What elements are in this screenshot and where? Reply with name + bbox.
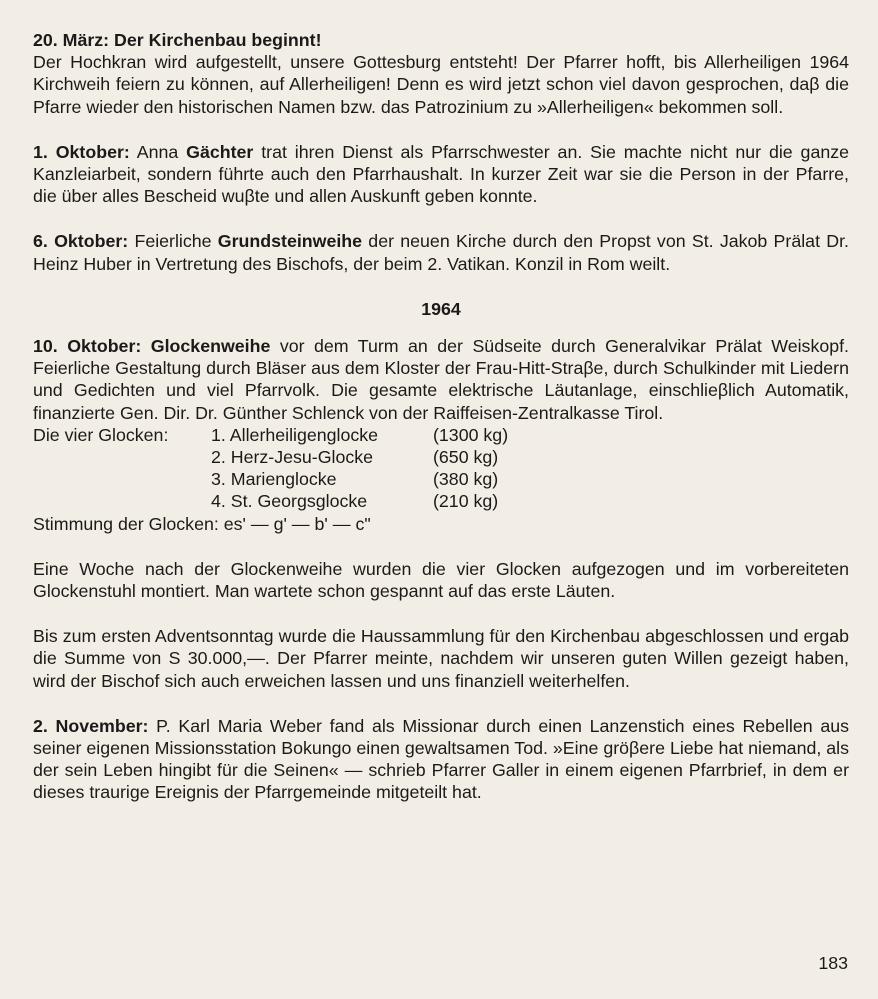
page-number: 183 <box>818 953 848 973</box>
bell-weight: (210 kg) <box>433 491 499 512</box>
bell-row <box>33 446 849 468</box>
bell-name: 1. Allerheiligenglocke <box>211 424 379 445</box>
entry-text: P. Karl Maria Weber fand als Missionar durch einen Lanzenstich eines Rebellen aus seiner eigenen Missionsstation Bokungo einen gewaltsamen Tod. »Eine gröβere Liebe hat niemand, als der sein Leben hingibt für die Seinen« — schrieb Pfarrer Galler in einem eigenen Pfarrbrief, in dem er dieses traurige Ereignis der Pfarrgemeinde mitgeteilt hat. <box>33 715 850 803</box>
bell-tuning: Stimmung der Glocken: es' — g' — b' — c" <box>33 513 371 534</box>
entry-bold-term: Glockenweihe <box>150 336 271 357</box>
entry-date: 1. Oktober: <box>33 141 130 162</box>
entry-6-oktober <box>33 230 849 274</box>
entry-1-oktober <box>33 141 849 208</box>
page-content <box>33 29 849 827</box>
bell-weight: (1300 kg) <box>433 424 509 445</box>
entry-maerz <box>33 29 849 118</box>
bell-name: 2. Herz-Jesu-Glocke <box>211 447 374 468</box>
entry-pre: Feierliche <box>134 231 218 252</box>
bell-list <box>33 424 849 513</box>
entry-2-november <box>33 715 849 804</box>
entry-10-oktober <box>33 335 849 424</box>
paragraph-haussammlung: Bis zum ersten Adventsonntag wurde die Haussammlung für den Kirchenbau abgeschlossen und ergab die Summe von S 30.000,—. Der Pfarrer meinte, nachdem wir unseren guten Willen gezeigt haben, wird der Bischof sich auch erweichen lassen und uns finanziell weiterhelfen. <box>33 626 849 691</box>
bell-row <box>33 424 849 446</box>
bell-weight: (650 kg) <box>433 447 499 468</box>
bell-weight: (380 kg) <box>433 469 499 490</box>
entry-bold-term: Grundsteinweihe <box>217 231 363 252</box>
entry-bold-name: Gächter <box>186 141 254 162</box>
entry-date: 6. Oktober: <box>33 231 129 252</box>
entry-text: vor dem Turm an der Südseite durch Generalvikar Prälat Weiskopf. Feierliche Gestaltung durch Bläser aus dem Kloster der Frau-Hitt-Straβe, durch Schulkinder mit Liedern und Gedichten und viel Pfarrvolk. Die gesamte elektrische Läutanlage, einschlieβlich Automatik, finanzierte Gen. Dir. Dr. Günther Schlenck von der Raiffeisen-Zentralkasse Tirol. <box>33 336 850 423</box>
entry-date: 10. Oktober: <box>33 336 142 357</box>
bell-row <box>33 490 849 512</box>
paragraph-aufzug: Eine Woche nach der Glockenweihe wurden die vier Glocken aufgezogen und im vorbereiteten Glockenstuhl montiert. Man wartete schon gespannt auf das erste Läuten. <box>33 558 849 601</box>
entry-text: der neuen Kirche durch den Propst von St. Jakob Prälat Dr. Heinz Huber in Vertretung des Bischofs, der beim 2. Vatikan. Konzil in Rom weilt. <box>33 231 849 274</box>
entry-date: 2. November: <box>33 715 149 736</box>
bell-name: 3. Marienglocke <box>211 469 337 490</box>
bell-row <box>33 468 849 490</box>
year-heading: 1964 <box>421 298 461 319</box>
entry-heading: 20. März: Der Kirchenbau beginnt! <box>33 30 322 50</box>
bell-name: 4. St. Georgsglocke <box>211 491 368 512</box>
entry-text: trat ihren Dienst als Pfarrschwester an. Sie machte nicht nur die ganze Kanzleiarbeit, sondern führte auch den Pfarrhaushalt. In kurzer Zeit war sie die Person in der Pfarre, die über alles Bescheid wuβte und allen Auskunft geben konnte. <box>33 141 849 207</box>
entry-text: Der Hochkran wird aufgestellt, unsere Gottesburg entsteht! Der Pfarrer hofft, bis Allerheiligen 1964 Kirchweih feiern zu können, auf Allerheiligen! Denn es wird jetzt schon viel davon gesprochen, daβ die Pfarre wieder den historischen Namen bzw. das Patrozinium zu »Allerheiligen« bekommen soll. <box>33 52 849 117</box>
entry-pre: Anna <box>136 141 187 162</box>
bell-list-intro: Die vier Glocken: <box>33 424 169 445</box>
